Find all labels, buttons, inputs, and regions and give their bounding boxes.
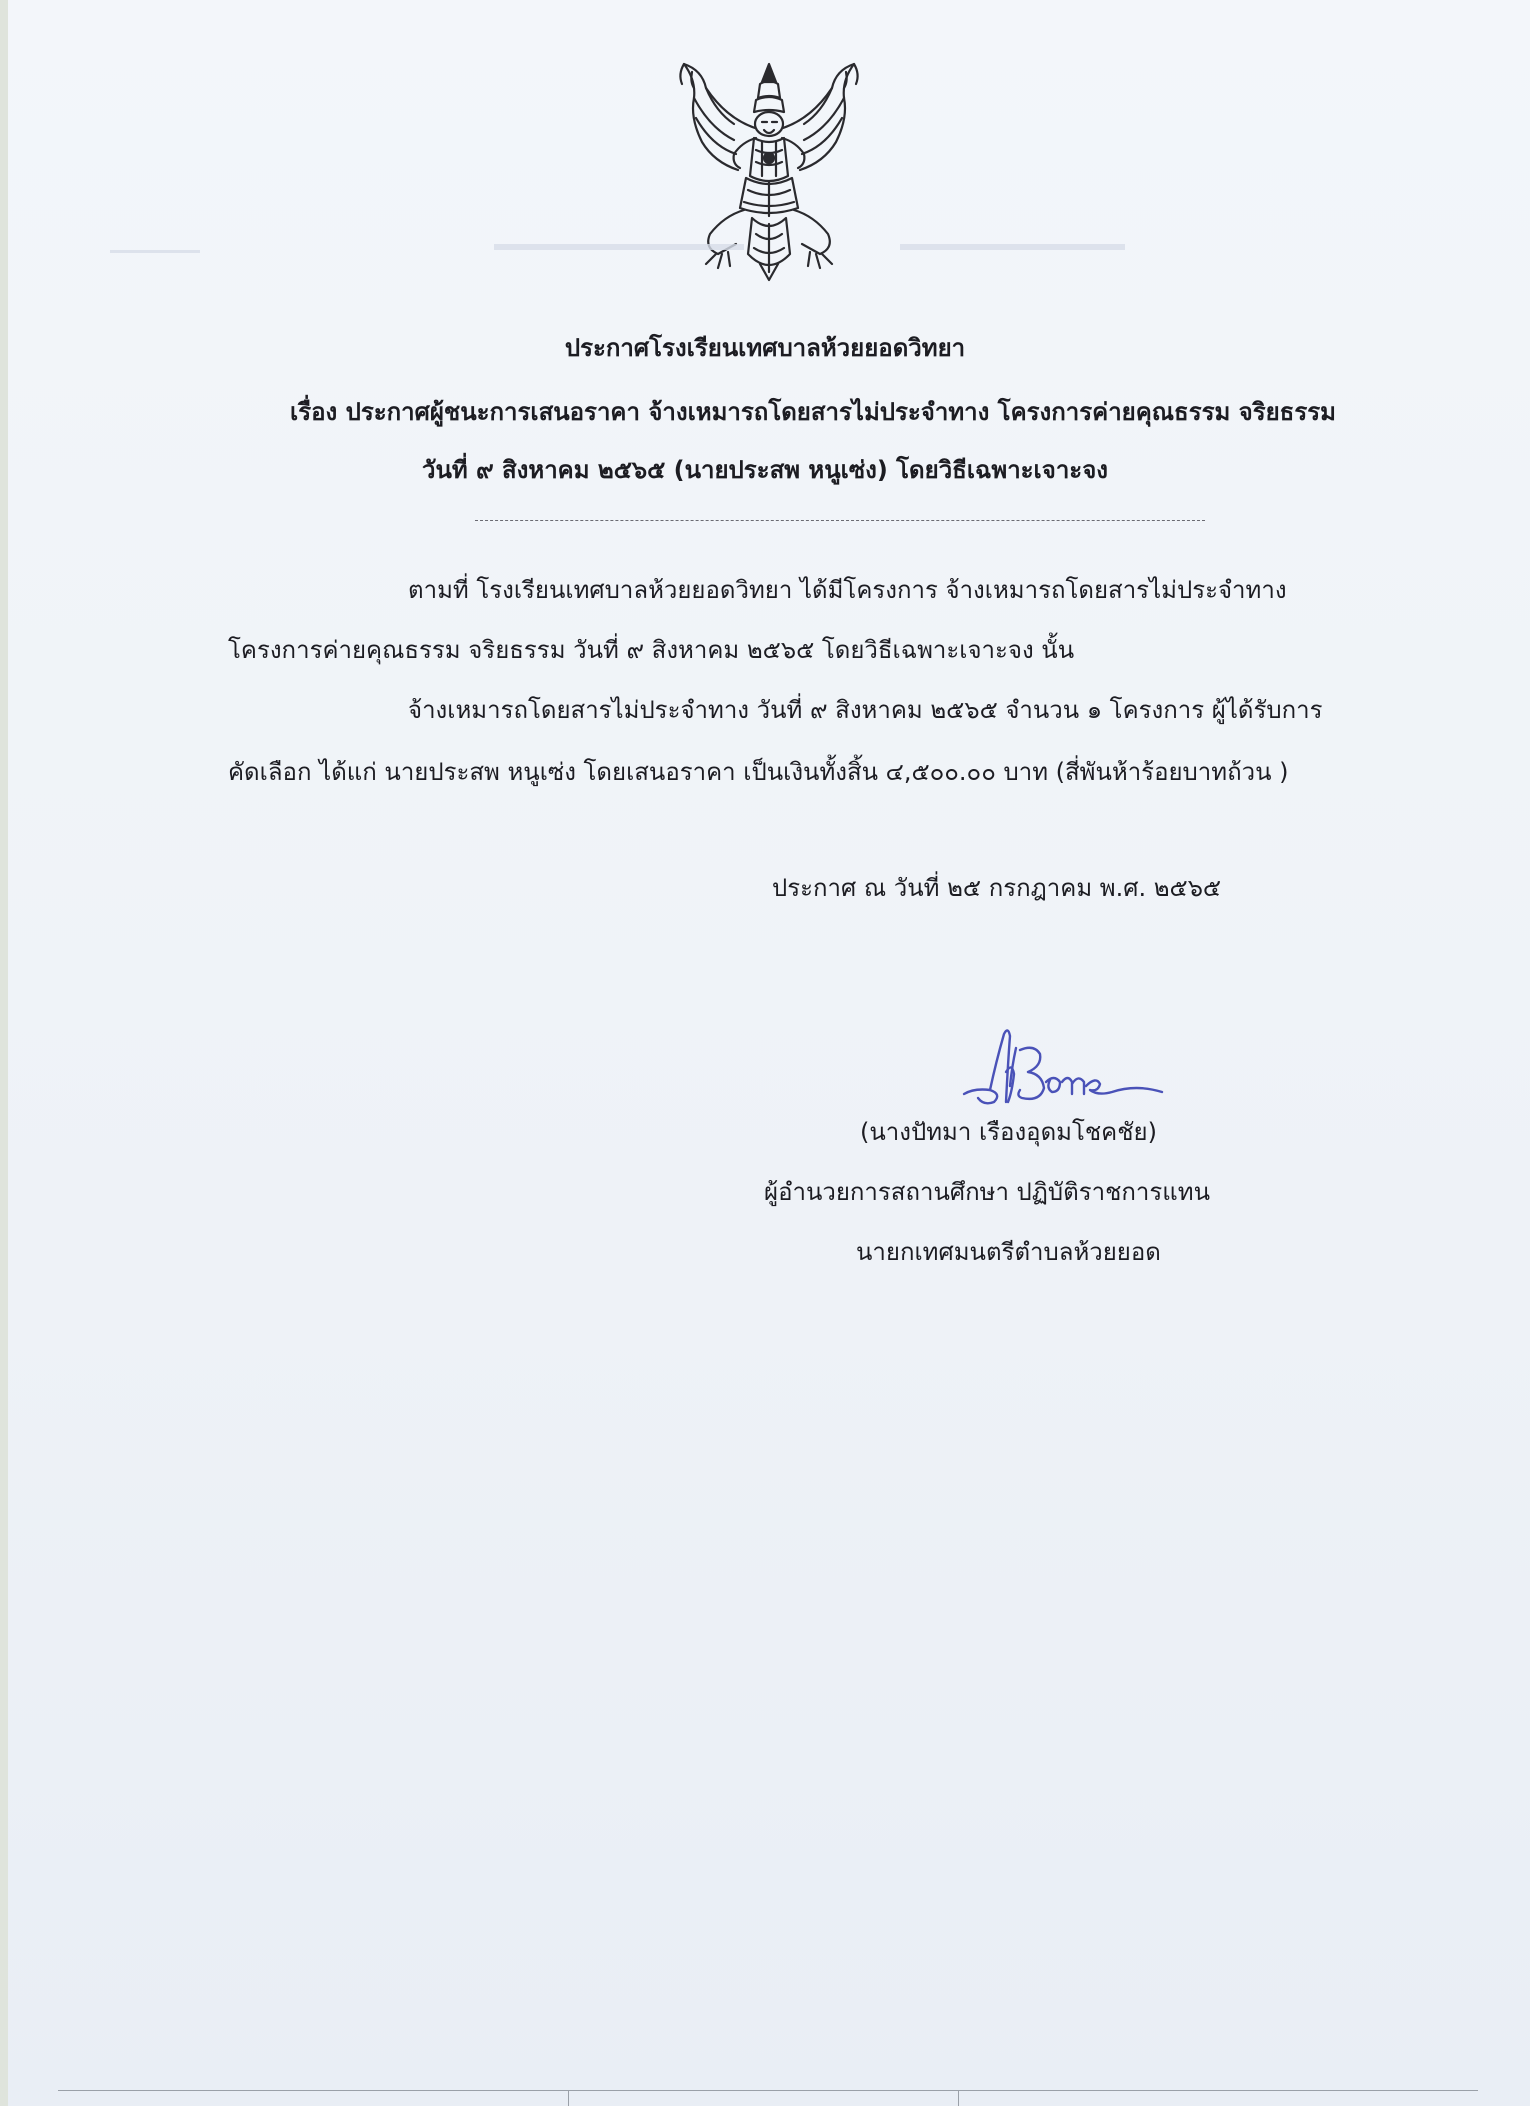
document-title: ประกาศโรงเรียนเทศบาลห้วยยอดวิทยา	[564, 334, 966, 362]
signatory-position: ผู้อำนวยการสถานศึกษา ปฏิบัติราชการแทน	[764, 1178, 1210, 1206]
scan-edge	[0, 0, 8, 2106]
document-subject-line2: วันที่ ๙ สิงหาคม ๒๕๖๕ (นายประสพ หนูเซ่ง) โดยวิธีเฉพาะเจาะจง	[422, 456, 1108, 484]
body-para2-line1: จ้างเหมารถโดยสารไม่ประจำทาง วันที่ ๙ สิงหาคม ๒๕๖๕ จำนวน ๑ โครงการ ผู้ได้รับการ	[408, 696, 1323, 724]
scan-mark	[900, 244, 1125, 250]
scan-mark	[110, 250, 200, 253]
signatory-name: (นางปัทมา เรืองอุดมโชคชัย)	[860, 1118, 1157, 1146]
scan-mark	[494, 244, 744, 250]
bottom-rule	[58, 2090, 1478, 2091]
bottom-tick	[568, 2090, 569, 2106]
announcement-date: ประกาศ ณ วันที่ ๒๕ กรกฎาคม พ.ศ. ๒๕๖๕	[772, 874, 1222, 902]
body-para1-line1: ตามที่ โรงเรียนเทศบาลห้วยยอดวิทยา ได้มีโครงการ จ้างเหมารถโดยสารไม่ประจำทาง	[408, 576, 1287, 604]
handwritten-signature	[950, 1022, 1170, 1122]
document-subject: เรื่อง ประกาศผู้ชนะการเสนอราคา จ้างเหมารถโดยสารไม่ประจำทาง โครงการค่ายคุณธรรม จริยธรรม	[290, 398, 1336, 426]
garuda-emblem-icon	[676, 58, 862, 284]
bottom-tick	[958, 2090, 959, 2106]
body-para2-line2: คัดเลือก ได้แก่ นายประสพ หนูเซ่ง โดยเสนอราคา เป็นเงินทั้งสิ้น ๔,๕๐๐.๐๐ บาท (สี่พันห้าร้อยบาทถ้วน )	[228, 758, 1289, 786]
body-para1-line2: โครงการค่ายคุณธรรม จริยธรรม วันที่ ๙ สิงหาคม ๒๕๖๕ โดยวิธีเฉพาะเจาะจง นั้น	[228, 636, 1075, 664]
signatory-position-line2: นายกเทศมนตรีตำบลห้วยยอด	[856, 1238, 1161, 1266]
header-divider	[475, 520, 1205, 521]
